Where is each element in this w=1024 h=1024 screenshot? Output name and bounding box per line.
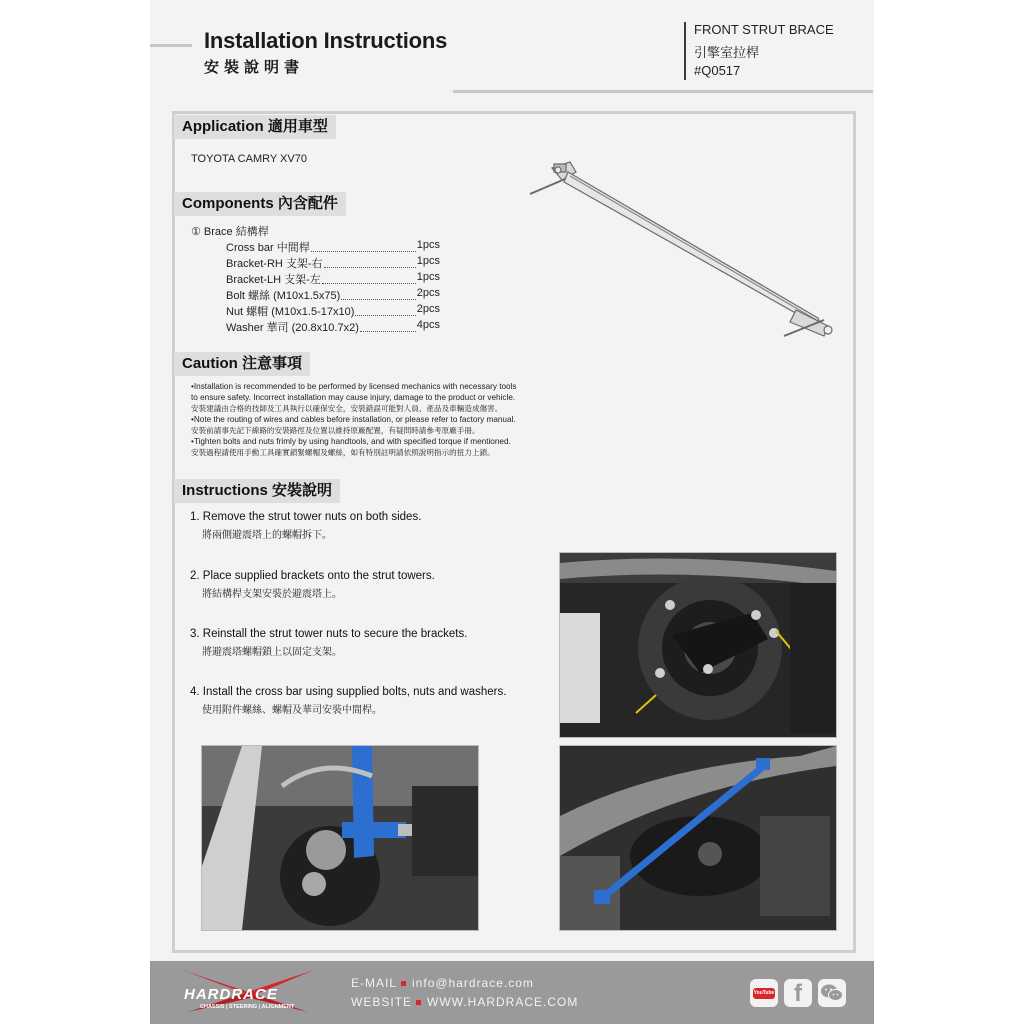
component-qty: 1pcs [416,239,440,251]
facebook-icon[interactable]: f [784,979,812,1007]
caution-line: 安裝前請事先記下線路的安裝路徑及位置以維持原廠配置，有疑問時請參考原廠手冊。 [191,426,480,435]
photo-bracket-closeup [201,745,479,931]
component-row [226,287,440,303]
step-text-zh: 使用附件螺絲、螺帽及華司安裝中間桿。 [202,705,382,716]
hardrace-logo [178,966,318,1016]
component-group: ① Brace 結構桿 [191,226,269,238]
caution-line: 安裝建議由合格的技師及工具執行以確保安全，安裝錯誤可能對人員、產品及車輛造成傷害。 [191,404,503,413]
email-link[interactable]: info@hardrace.com [412,976,534,990]
component-name: Nut 螺帽 (M10x1.5-17x10) [226,306,355,318]
website-link[interactable]: WWW.HARDRACE.COM [427,995,579,1009]
strut-brace-drawing [528,158,842,344]
part-number: #Q0517 [694,63,741,78]
youtube-icon[interactable]: YouTube [750,979,778,1007]
instructions-heading: Instructions 安裝說明 [174,479,340,503]
component-name: Washer 華司 (20.8x10.7x2) [226,322,359,334]
wechat-icon[interactable] [818,979,846,1007]
component-row [226,271,440,287]
caution-line: •Installation is recommended to be performed by licensed mechanics with necessary tools [191,382,517,391]
brand-name: HARDRACE [184,986,278,1003]
page-title-zh: 安裝說明書 [204,58,305,76]
page-title: Installation Instructions [204,28,448,53]
product-name: FRONT STRUT BRACE [694,22,834,37]
header-rule-left [150,44,192,47]
component-qty: 2pcs [416,303,440,315]
photo-bracket-installed [559,552,837,738]
caution-heading: Caution 注意事項 [174,352,310,376]
header-divider [684,22,686,80]
caution-line: 安裝過程請使用手動工具確實鎖緊螺帽及螺絲，如有特別註明請依照說明指示的扭力上鎖。 [191,448,495,457]
step-text: 1. Remove the strut tower nuts on both sides. [190,511,422,523]
component-name: Bracket-RH 支架-右 [226,258,323,270]
website-label: WEBSITE [351,995,413,1009]
step-text: 4. Install the cross bar using supplied bolts, nuts and washers. [190,686,507,698]
website-line [351,995,578,1009]
component-name: Bolt 螺絲 (M10x1.5x75) [226,290,341,302]
brand-tagline: CHASSIS | STEERING | ALIGNMENT [200,1004,295,1010]
component-row [226,239,440,255]
component-qty: 2pcs [416,287,440,299]
component-row [226,303,440,319]
component-qty: 1pcs [416,255,440,267]
photo-engine-bay [559,745,837,931]
step-text: 3. Reinstall the strut tower nuts to secure the brackets. [190,628,468,640]
email-label: E-MAIL [351,976,398,990]
component-row [226,255,440,271]
caution-line: •Tighten bolts and nuts frimly by using handtools, and with specified torque if mentioned. [191,437,511,446]
step-text-zh: 將避震塔螺帽鎖上以固定支架。 [202,647,342,658]
caution-line: •Note the routing of wires and cables before installation, or please refer to factory manual. [191,415,516,424]
product-name-zh: 引擎室拉桿 [694,45,760,60]
step-text-zh: 將結構桿支架安裝於避震塔上。 [202,589,342,600]
component-qty: 1pcs [416,271,440,283]
component-row [226,319,440,335]
vehicle-model: TOYOTA CAMRY XV70 [191,153,307,165]
component-name: Cross bar 中間桿 [226,242,310,254]
step-text: 2. Place supplied brackets onto the strut towers. [190,570,435,582]
components-heading: Components 內含配件 [174,192,346,216]
caution-line: to ensure safety. Incorrect installation may cause injury, damage to the product or vehicle. [191,393,516,402]
component-name: Bracket-LH 支架-左 [226,274,321,286]
component-qty: 4pcs [416,319,440,331]
application-heading: Application 適用車型 [174,115,336,139]
email-line [351,976,534,990]
header-rule-right [453,90,873,93]
step-text-zh: 將兩側避震塔上的螺帽拆下。 [202,530,332,541]
